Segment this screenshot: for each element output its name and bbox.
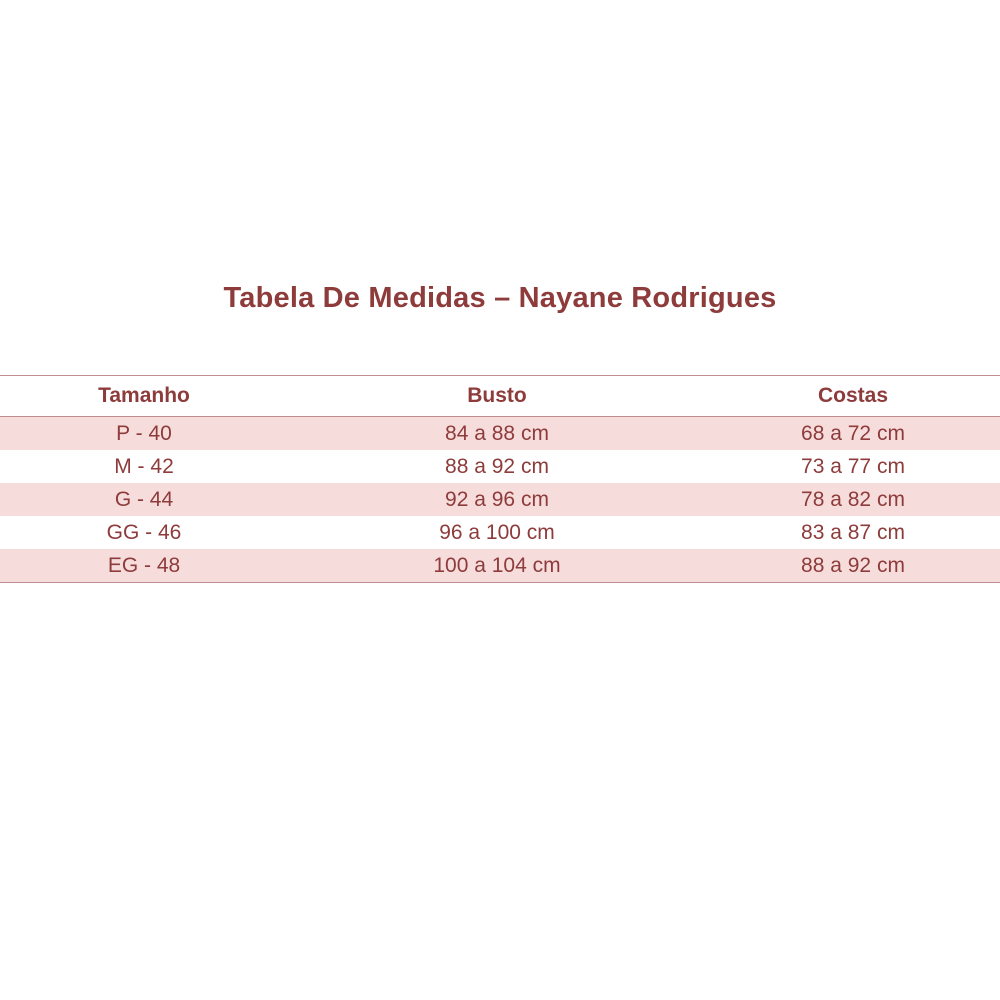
table-row	[0, 516, 1000, 549]
table-body	[0, 417, 1000, 583]
cell-costas: 68 a 72 cm	[706, 417, 1000, 451]
size-chart-container	[0, 375, 1000, 583]
table-row	[0, 549, 1000, 583]
cell-costas: 83 a 87 cm	[706, 516, 1000, 549]
size-chart-table	[0, 375, 1000, 583]
cell-costas: 88 a 92 cm	[706, 549, 1000, 583]
cell-tamanho: EG - 48	[0, 549, 288, 583]
cell-busto: 100 a 104 cm	[288, 549, 706, 583]
cell-tamanho: M - 42	[0, 450, 288, 483]
cell-costas: 73 a 77 cm	[706, 450, 1000, 483]
cell-busto: 96 a 100 cm	[288, 516, 706, 549]
column-header-tamanho: Tamanho	[0, 376, 288, 417]
cell-costas: 78 a 82 cm	[706, 483, 1000, 516]
table-header	[0, 376, 1000, 417]
cell-busto: 88 a 92 cm	[288, 450, 706, 483]
column-header-busto: Busto	[288, 376, 706, 417]
table-row	[0, 417, 1000, 451]
cell-tamanho: GG - 46	[0, 516, 288, 549]
cell-busto: 84 a 88 cm	[288, 417, 706, 451]
cell-tamanho: P - 40	[0, 417, 288, 451]
cell-tamanho: G - 44	[0, 483, 288, 516]
table-header-row	[0, 376, 1000, 417]
column-header-costas: Costas	[706, 376, 1000, 417]
cell-busto: 92 a 96 cm	[288, 483, 706, 516]
table-row	[0, 483, 1000, 516]
page-title: Tabela De Medidas – Nayane Rodrigues	[223, 282, 777, 314]
table-row	[0, 450, 1000, 483]
